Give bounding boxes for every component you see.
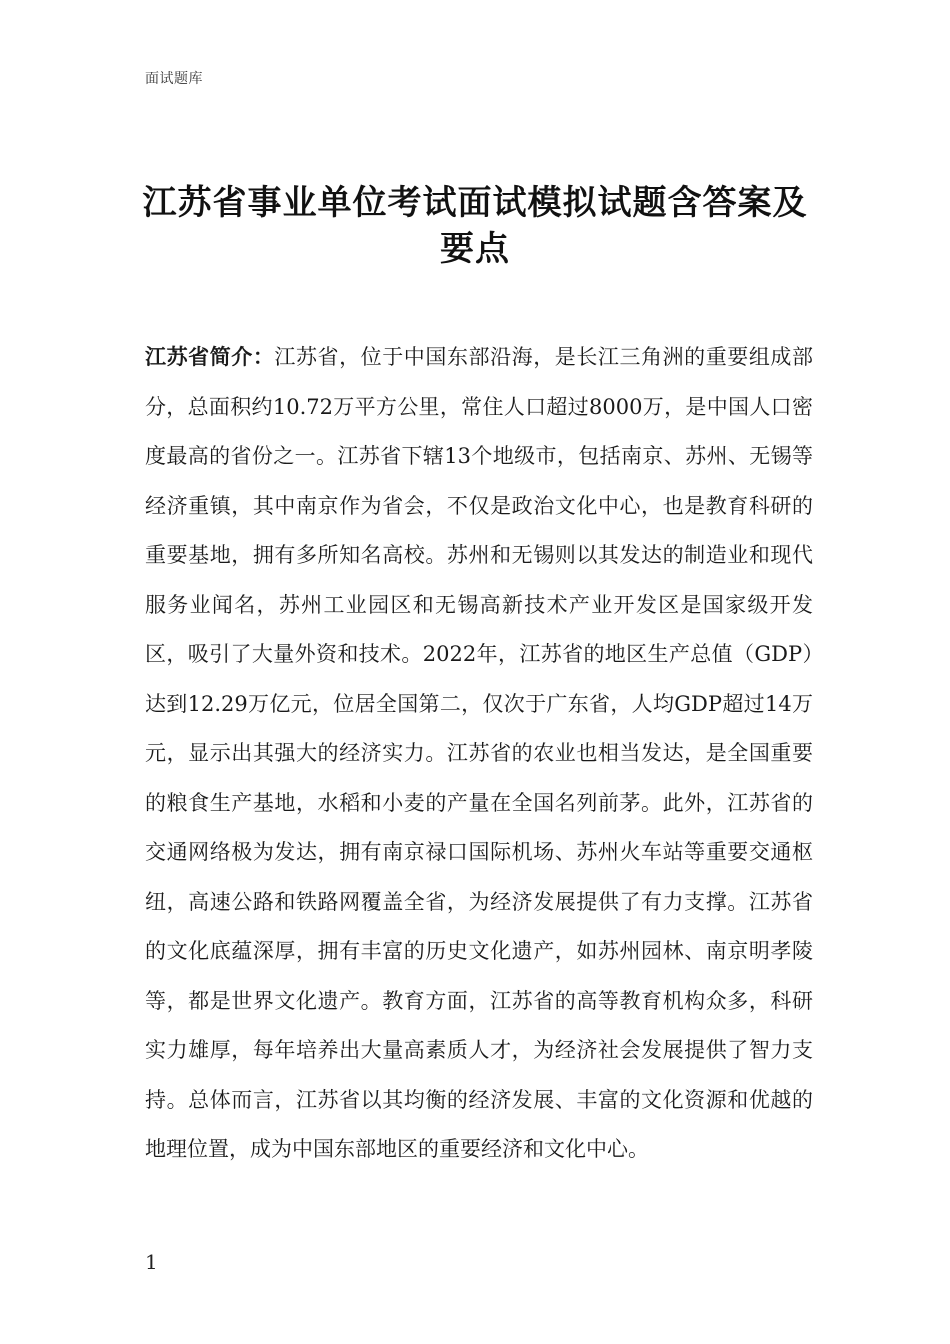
document-title: 江苏省事业单位考试面试模拟试题含答案及要点 [142, 183, 808, 269]
intro-text: 江苏省，位于中国东部沿海，是长江三角洲的重要组成部分，总面积约10.72万平方公里，常住人口超过8000万，是中国人口密度最高的省份之一。江苏省下辖13个地级市，包括南京、苏州、无锡等经济重镇，其中南京作为省会，不仅是政治文化中心，也是教育科研的重要基地，拥有多所知名高校。苏州和无锡则以其发达的制造业和现代服务业闻名，苏州工业园区和无锡高新技术产业开发区是国家级开发区，吸引了大量外资和技术。2022年，江苏省的地区生产总值（GDP）达到12.29万亿元，位居全国第二，仅次于广东省，人均GDP超过14万元，显示出其强大的经济实力。江苏省的农业也相当发达，是全国重要的粮食生产基地，水稻和小麦的产量在全国名列前茅。此外，江苏省的交通网络极为发达，拥有南京禄口国际机场、苏州火车站等重要交通枢纽，高速公路和铁路网覆盖全省，为经济发展提供了有力支撑。江苏省的文化底蕴深厚，拥有丰富的历史文化遗产，如苏州园林、南京明孝陵等，都是世界文化遗产。教育方面，江苏省的高等教育机构众多，科研实力雄厚，每年培养出大量高素质人才，为经济社会发展提供了智力支持。总体而言，江苏省以其均衡的经济发展、丰富的文化资源和优越的地理位置，成为中国东部地区的重要经济和文化中心。 [145, 345, 814, 1161]
intro-paragraph [145, 333, 813, 1175]
running-header: 面试题库 [145, 71, 203, 87]
page-number: 1 [145, 1250, 158, 1274]
intro-label: 江苏省简介： [145, 345, 275, 369]
